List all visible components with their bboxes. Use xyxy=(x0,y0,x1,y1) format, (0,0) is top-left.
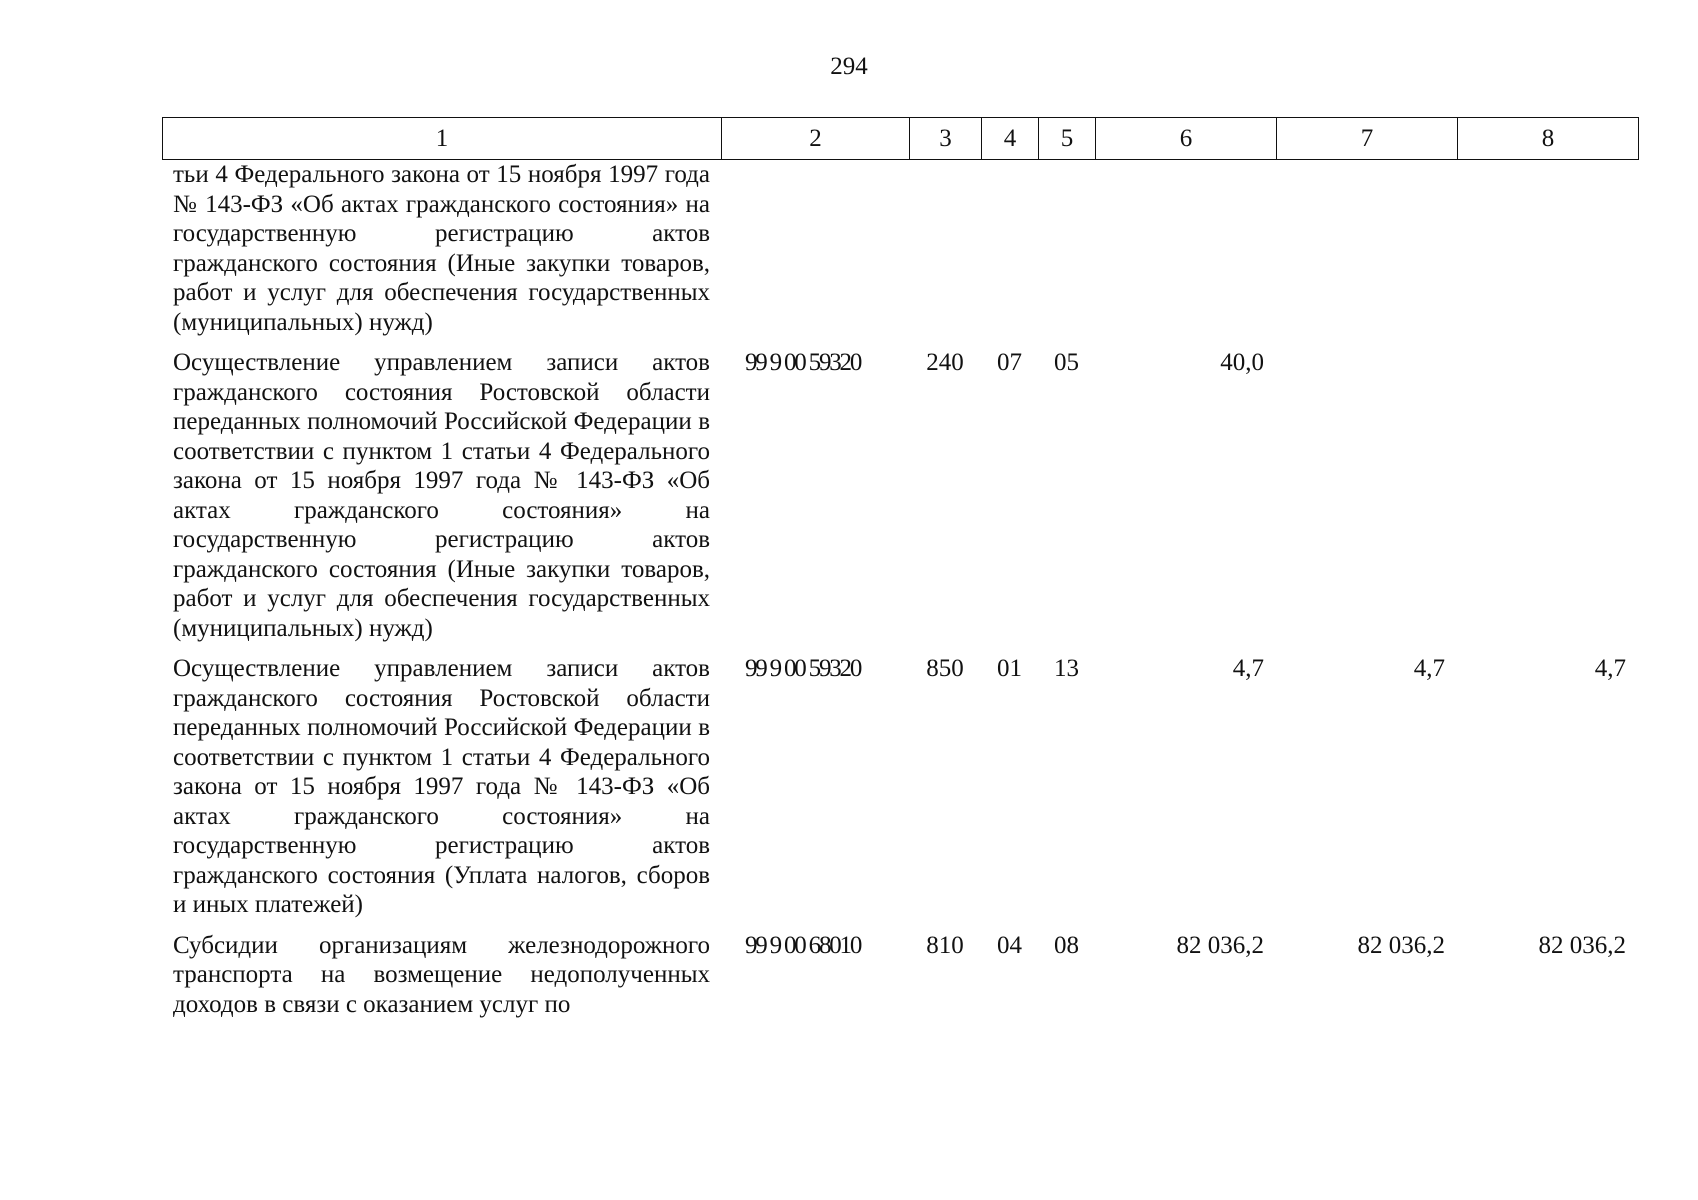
row-section: 01 xyxy=(997,655,1022,682)
row-expense-type: 810 xyxy=(926,931,964,959)
row-amount-col6: 4,7 xyxy=(1232,655,1264,682)
column-header-5: 5 xyxy=(1039,118,1096,160)
row-description: тьи 4 Федерального закона от 15 ноября 1997 года № 143-ФЗ «Об актах гражданского состояния» на государственную регистрацию актов гражданского состояния (Иные закупки товаров, работ и услуг для обеспечения государственных (муниципальных) нужд) xyxy=(173,161,710,336)
row-description: Осуществление управлением записи актов гражданского состояния Ростовской области переданных полномочий Российской Федерации в соответствии с пунктом 1 статьи 4 Федерального закона от 15 ноября 1997 года № 143-ФЗ «Об актах гражданского состояния» на государственную регистрацию актов гражданского состояния (Уплата налогов, сборов и иных платежей) xyxy=(173,655,710,918)
row-description: Субсидии организациям железнодорожного транспорта на возмещение недополученных доходов в связи с оказанием услуг по xyxy=(173,931,710,1018)
table-row xyxy=(162,160,1638,337)
row-amount-col7 xyxy=(1276,160,1457,337)
column-header-6: 6 xyxy=(1096,118,1277,160)
table-row xyxy=(162,337,1638,643)
column-header-3: 3 xyxy=(910,118,982,160)
column-header-1: 1 xyxy=(163,118,722,160)
row-target-code: 99 9 00 59320 xyxy=(745,349,861,376)
row-amount-col8 xyxy=(1457,337,1638,643)
row-amount-col8: 4,7 xyxy=(1594,655,1626,682)
table-row xyxy=(162,643,1638,920)
row-section: 07 xyxy=(997,349,1022,376)
row-target-code: 99 9 00 68010 xyxy=(745,931,861,959)
row-section xyxy=(981,160,1038,337)
row-subsection: 08 xyxy=(1054,931,1079,959)
column-header-8: 8 xyxy=(1458,118,1639,160)
page-number: 294 xyxy=(830,53,868,80)
row-amount-col7: 82 036,2 xyxy=(1357,931,1445,959)
row-amount-col7 xyxy=(1276,337,1457,643)
row-description: Осуществление управлением записи актов гражданского состояния Ростовской области переданных полномочий Российской Федерации в соответствии с пунктом 1 статьи 4 Федерального закона от 15 ноября 1997 года № 143-ФЗ «Об актах гражданского состояния» на государственную регистрацию актов гражданского состояния (Иные закупки товаров, работ и услуг для обеспечения государственных (муниципальных) нужд) xyxy=(173,349,710,642)
row-amount-col8 xyxy=(1457,160,1638,337)
row-target-code xyxy=(721,160,909,337)
row-amount-col8: 82 036,2 xyxy=(1538,931,1626,959)
budget-table xyxy=(162,160,1638,1019)
row-amount-col7: 4,7 xyxy=(1413,655,1445,682)
column-header-2: 2 xyxy=(722,118,910,160)
row-expense-type xyxy=(909,160,981,337)
row-amount-col6: 82 036,2 xyxy=(1176,931,1264,959)
column-header-4: 4 xyxy=(982,118,1039,160)
row-subsection: 05 xyxy=(1054,349,1079,376)
row-target-code: 99 9 00 59320 xyxy=(745,655,861,682)
row-section: 04 xyxy=(997,931,1022,959)
row-subsection: 13 xyxy=(1054,655,1079,682)
row-amount-col6 xyxy=(1095,160,1276,337)
header-row xyxy=(163,118,1639,160)
table-row xyxy=(162,920,1638,1020)
row-subsection xyxy=(1038,160,1095,337)
row-expense-type: 850 xyxy=(926,655,964,682)
table-header xyxy=(162,117,1639,160)
column-header-7: 7 xyxy=(1277,118,1458,160)
row-expense-type: 240 xyxy=(926,349,964,376)
row-amount-col6: 40,0 xyxy=(1220,349,1264,376)
